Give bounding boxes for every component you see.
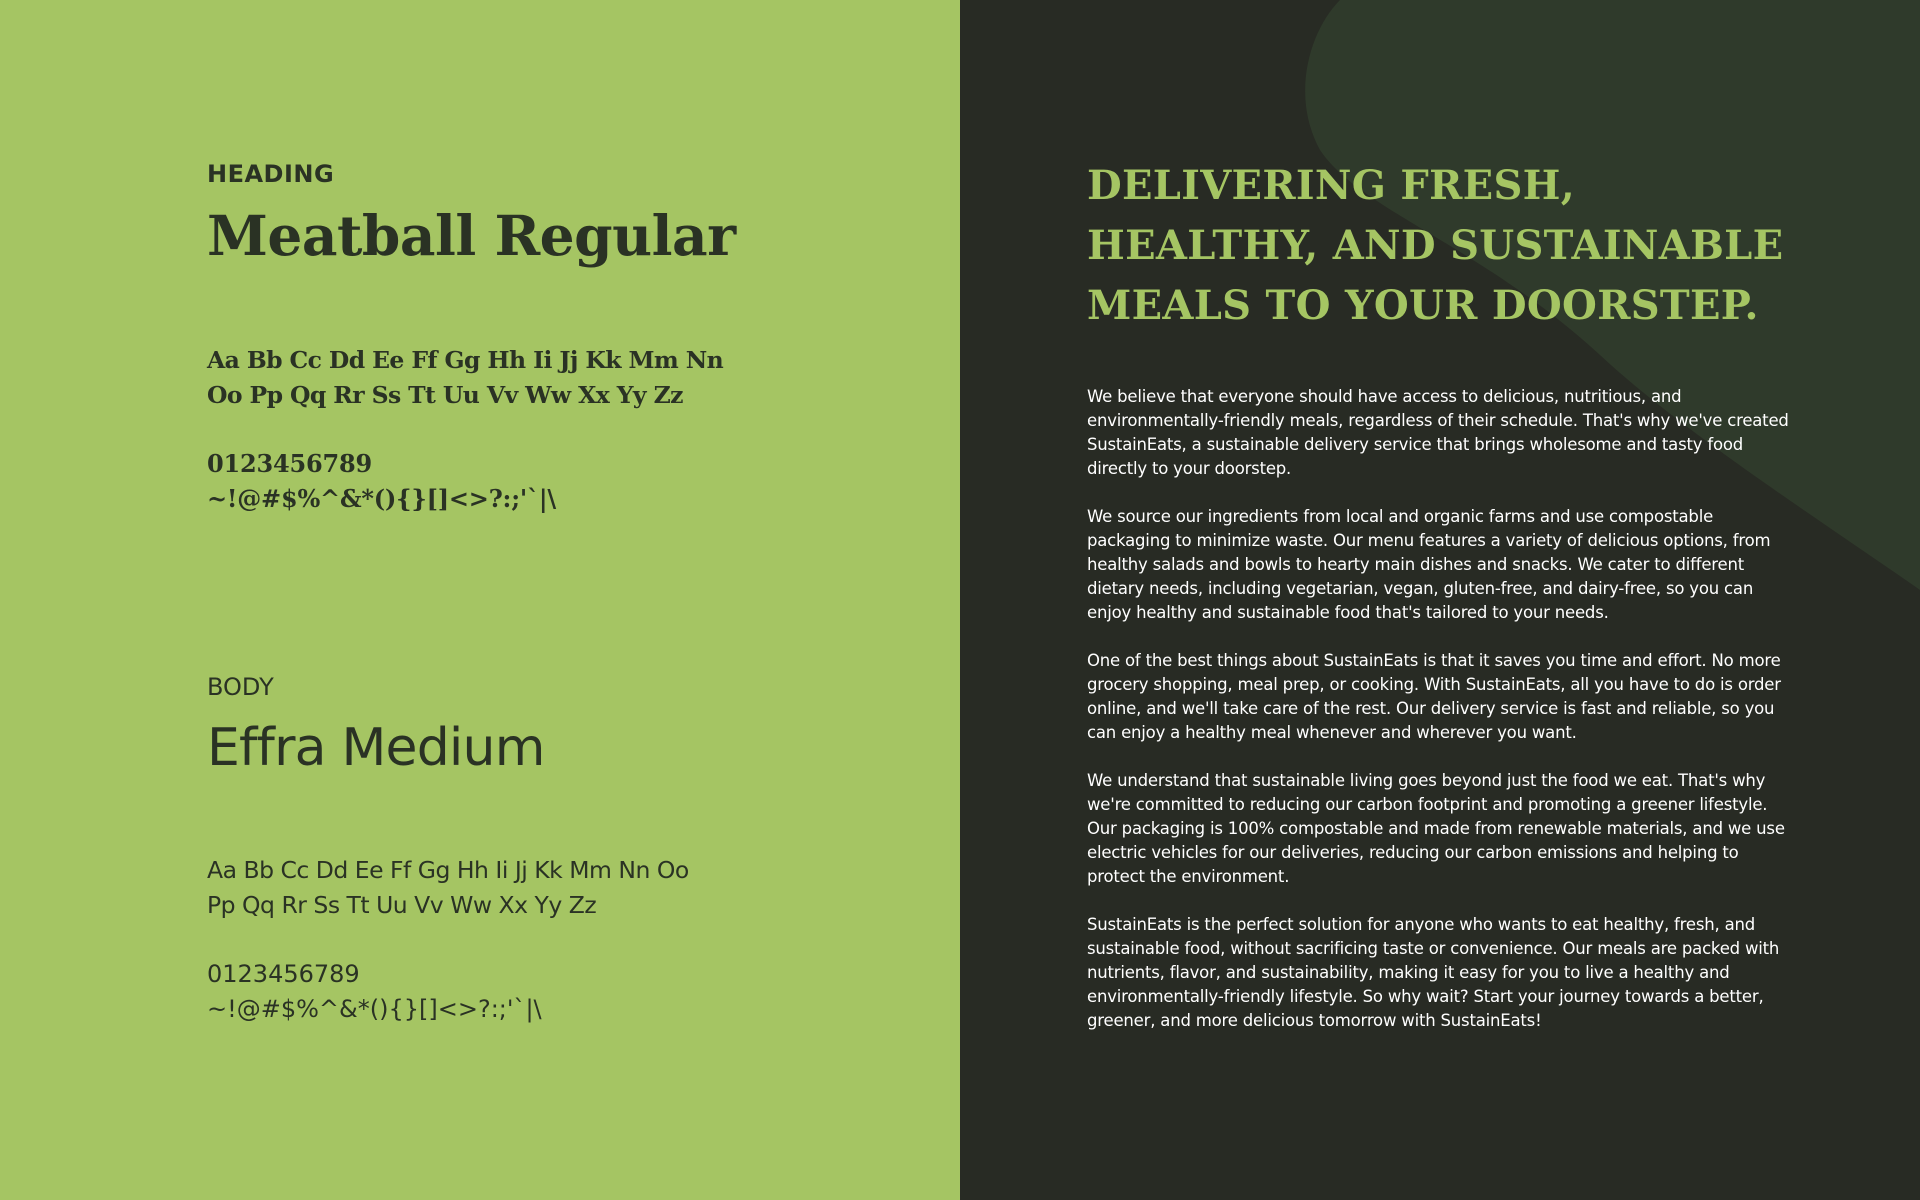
body-numerals: 0123456789 [207,960,360,988]
heading-symbols: ~!@#$%^&*(){}[]<>?:;'`|\ [207,484,556,513]
paragraph: We believe that everyone should have access to delicious, nutritious, and environmentally-friendly meals, regardless of their schedule. That's why we've created SustainEats, a sustainable delivery service that brings wholesome and tasty food directly to your doorstep. [1087,387,1789,478]
headline-line-1: DELIVERING FRESH, [1087,162,1575,209]
headline-line-3: MEALS TO YOUR DOORSTEP. [1087,282,1759,329]
body-glyphs [207,957,542,1027]
body-alphabet-line-1: Aa Bb Cc Dd Ee Ff Gg Hh Ii Jj Kk Mm Nn Oo [207,856,689,884]
heading-font-name: Meatball Regular [207,203,736,268]
body-copy [1087,385,1797,1057]
heading-label: HEADING [207,160,335,188]
headline-line-2: HEALTHY, AND SUSTAINABLE [1087,222,1784,269]
body-font-name: Effra Medium [207,718,545,778]
heading-numerals: 0123456789 [207,449,372,478]
body-symbols: ~!@#$%^&*(){}[]<>?:;'`|\ [207,995,542,1023]
heading-alphabet-line-2: Oo Pp Qq Rr Ss Tt Uu Vv Ww Xx Yy Zz [207,381,683,409]
body-alphabet [207,853,689,923]
heading-glyphs [207,446,556,516]
paragraph: One of the best things about SustainEats is that it saves you time and effort. No more grocery shopping, meal prep, or cooking. With SustainEats, all you have to do is order online, and we'll take care of the rest. Our delivery service is fast and reliable, so you can enjoy a healthy meal whenever and wherever you want. [1087,651,1781,742]
heading-alphabet [207,343,723,413]
paragraph: SustainEats is the perfect solution for anyone who wants to eat healthy, fresh, and sustainable food, without sacrificing taste or convenience. Our meals are packed with nutrients, flavor, and sustainability, making it easy for you to live a healthy and environmentally-friendly lifestyle. So why wait? Start your journey towards a better, greener, and more delicious tomorrow with SustainEats! [1087,915,1780,1030]
heading-alphabet-line-1: Aa Bb Cc Dd Ee Ff Gg Hh Ii Jj Kk Mm Nn [207,346,724,374]
body-label: BODY [207,673,274,701]
paragraph: We understand that sustainable living goes beyond just the food we eat. That's why we're committed to reducing our carbon footprint and promoting a greener lifestyle. Our packaging is 100% compostable and made from renewable materials, and we use electric vehicles for our deliveries, reducing our carbon emissions and helping to protect the environment. [1087,771,1785,886]
body-alphabet-line-2: Pp Qq Rr Ss Tt Uu Vv Ww Xx Yy Zz [207,891,597,919]
headline [1087,156,1847,336]
paragraph: We source our ingredients from local and organic farms and use compostable packaging to minimize waste. Our menu features a variety of delicious options, from healthy salads and bowls to hearty main dishes and snacks. We cater to different dietary needs, including vegetarian, vegan, gluten-free, and dairy-free, so you can enjoy healthy and sustainable food that's tailored to your needs. [1087,507,1771,622]
